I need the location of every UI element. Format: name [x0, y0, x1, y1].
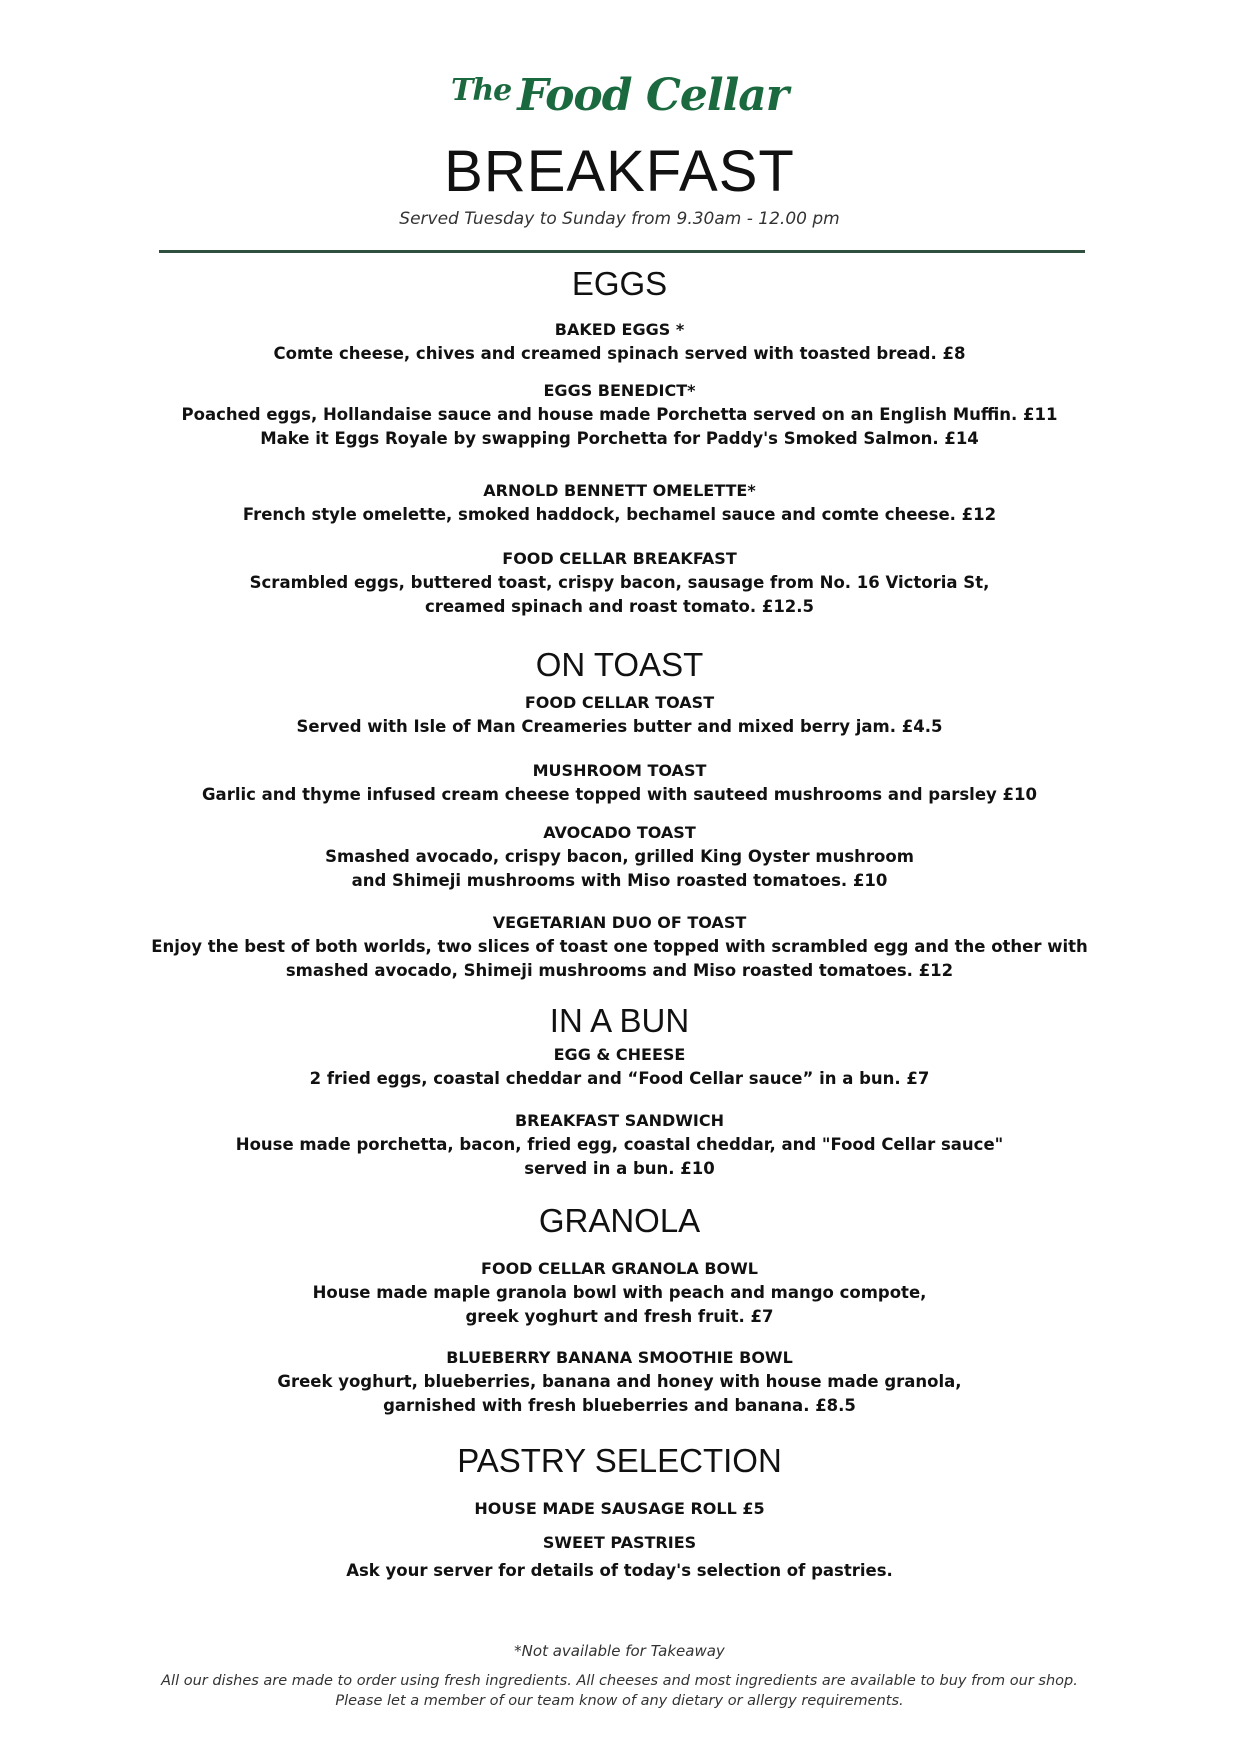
- section-title-bun: IN A BUN: [549, 1002, 690, 1039]
- menu-item: [0, 821, 1239, 893]
- logo: [0, 70, 1239, 121]
- item-name: BLUEBERRY BANANA SMOOTHIE BOWL: [446, 1348, 793, 1367]
- item-name: FOOD CELLAR TOAST: [524, 693, 715, 712]
- item-desc: and Shimeji mushrooms with Miso roasted tomatoes. £10: [351, 871, 888, 890]
- item-name: HOUSE MADE SAUSAGE ROLL £5: [474, 1499, 765, 1518]
- menu-item: [0, 1043, 1239, 1091]
- menu-item: [0, 479, 1239, 527]
- item-desc: Smashed avocado, crispy bacon, grilled King Oyster mushroom: [325, 847, 914, 866]
- item-desc: Greek yoghurt, blueberries, banana and honey with house made granola,: [277, 1372, 962, 1391]
- item-desc: smashed avocado, Shimeji mushrooms and Miso roasted tomatoes. £12: [285, 961, 954, 980]
- item-desc: Scrambled eggs, buttered toast, crispy bacon, sausage from No. 16 Victoria St,: [249, 573, 990, 592]
- item-name: ARNOLD BENNETT OMELETTE*: [483, 481, 756, 500]
- item-desc: Poached eggs, Hollandaise sauce and house made Porchetta served on an English Muffin. £11: [181, 405, 1058, 424]
- item-name: MUSHROOM TOAST: [532, 761, 707, 780]
- logo-the: The: [451, 73, 512, 108]
- menu-item: [0, 379, 1239, 451]
- item-desc: Enjoy the best of both worlds, two slices of toast one topped with scrambled egg and the other with: [151, 937, 1088, 956]
- item-name: VEGETARIAN DUO OF TOAST: [492, 913, 747, 932]
- menu-item: [0, 318, 1239, 366]
- footer-line: Please let a member of our team know of any dietary or allergy requirements.: [335, 1693, 904, 1709]
- item-name: FOOD CELLAR BREAKFAST: [502, 549, 737, 568]
- item-name: EGGS BENEDICT*: [543, 381, 696, 400]
- item-desc: garnished with fresh blueberries and banana. £8.5: [383, 1396, 856, 1415]
- item-desc: served in a bun. £10: [524, 1159, 715, 1178]
- item-name: AVOCADO TOAST: [543, 823, 696, 842]
- logo-name: Food Cellar: [517, 70, 788, 121]
- menu-item: [0, 547, 1239, 619]
- serving-hours: Served Tuesday to Sunday from 9.30am - 12.00 pm: [399, 209, 840, 229]
- page-title: BREAKFAST: [444, 139, 795, 204]
- menu-item: [0, 1497, 1239, 1521]
- item-desc: French style omelette, smoked haddock, bechamel sauce and comte cheese. £12: [242, 505, 997, 524]
- item-desc: House made maple granola bowl with peach and mango compote,: [312, 1283, 927, 1302]
- divider: [159, 250, 1085, 253]
- menu-item: [0, 1109, 1239, 1181]
- item-desc: Ask your server for details of today's selection of pastries.: [346, 1561, 893, 1580]
- item-desc: greek yoghurt and fresh fruit. £7: [465, 1307, 774, 1326]
- section-title-eggs: EGGS: [571, 265, 668, 302]
- menu-item: [0, 691, 1239, 739]
- item-name: BAKED EGGS *: [554, 320, 685, 339]
- section-title-granola: GRANOLA: [538, 1202, 701, 1239]
- item-name: SWEET PASTRIES: [542, 1533, 697, 1552]
- item-desc: Make it Eggs Royale by swapping Porchetta for Paddy's Smoked Salmon. £14: [260, 429, 979, 448]
- item-name: BREAKFAST SANDWICH: [514, 1111, 725, 1130]
- menu-item: [0, 1257, 1239, 1329]
- section-title-pastry: PASTRY SELECTION: [457, 1442, 782, 1479]
- menu-item: [0, 1531, 1239, 1583]
- footer-line: All our dishes are made to order using fresh ingredients. All cheeses and most ingredients are available to buy from our shop.: [161, 1673, 1078, 1689]
- item-desc: Comte cheese, chives and creamed spinach served with toasted bread. £8: [273, 344, 966, 363]
- takeaway-note: *Not available for Takeaway: [514, 1642, 725, 1660]
- item-name: FOOD CELLAR GRANOLA BOWL: [481, 1259, 758, 1278]
- item-desc: Garlic and thyme infused cream cheese topped with sauteed mushrooms and parsley £10: [202, 785, 1037, 804]
- menu-item: [0, 1346, 1239, 1418]
- menu-item: [0, 759, 1239, 807]
- menu: [0, 262, 1239, 1583]
- item-desc: 2 fried eggs, coastal cheddar and “Food Cellar sauce” in a bun. £7: [309, 1069, 930, 1088]
- item-name: EGG & CHEESE: [553, 1045, 686, 1064]
- item-desc: creamed spinach and roast tomato. £12.5: [424, 597, 815, 616]
- item-desc: House made porchetta, bacon, fried egg, coastal cheddar, and "Food Cellar sauce": [235, 1135, 1004, 1154]
- menu-item: [0, 911, 1239, 983]
- section-title-toast: ON TOAST: [535, 646, 704, 683]
- item-desc: Served with Isle of Man Creameries butter and mixed berry jam. £4.5: [296, 717, 943, 736]
